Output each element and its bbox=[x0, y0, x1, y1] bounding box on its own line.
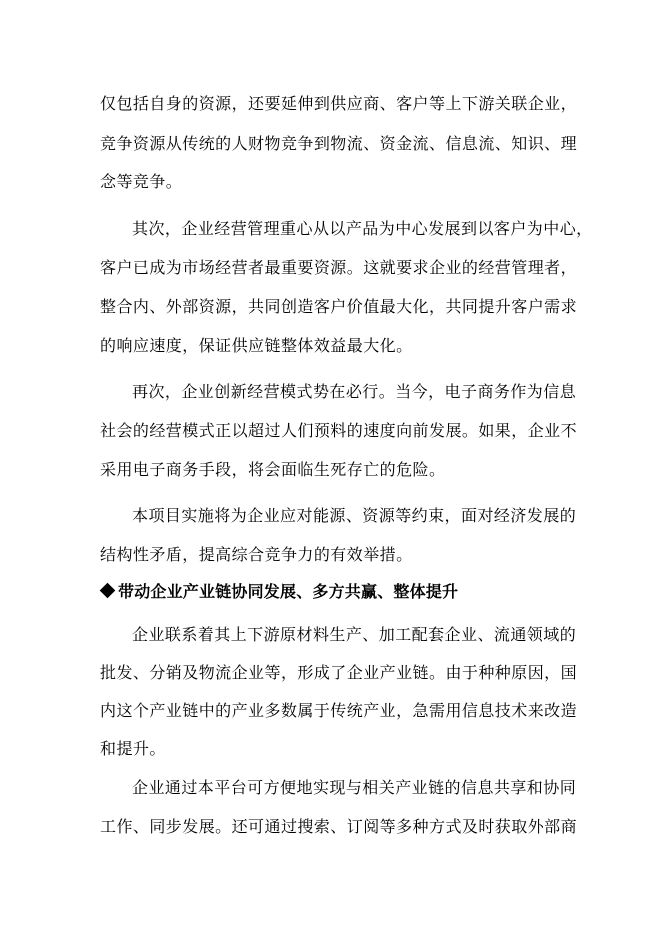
text-line: 内这个产业链中的产业多数属于传统产业，急需用信息技术来改造 bbox=[100, 701, 578, 720]
text-line: 批发、分销及物流企业等，形成了企业产业链。由于种种原因，国 bbox=[100, 663, 578, 682]
paragraph-start-line: 再次，企业创新经营模式势在必行。当今，电子商务作为信息 bbox=[132, 382, 577, 401]
text-line: 和提升。 bbox=[100, 739, 166, 758]
diamond-bullet-icon bbox=[100, 583, 116, 599]
text-line: 社会的经营模式正以超过人们预料的速度向前发展。如果，企业不 bbox=[100, 421, 578, 440]
section-heading bbox=[100, 582, 458, 602]
text-line: 工作、同步发展。还可通过搜索、订阅等多种方式及时获取外部商 bbox=[100, 817, 578, 836]
text-line: 念等竞争。 bbox=[100, 172, 183, 191]
text-line: 结构性矛盾，提高综合竞争力的有效举措。 bbox=[100, 545, 413, 564]
text-line: 采用电子商务手段，将会面临生死存亡的危险。 bbox=[100, 460, 446, 479]
text-line: 的响应速度，保证供应链整体效益最大化。 bbox=[100, 336, 413, 355]
text-line: 仅包括自身的资源，还要延伸到供应商、客户等上下游关联企业， bbox=[100, 94, 578, 113]
section-heading-text: 带动企业产业链协同发展、多方共赢、整体提升 bbox=[118, 582, 459, 601]
paragraph-start-line: 本项目实施将为企业应对能源、资源等约束，面对经济发展的 bbox=[132, 506, 577, 525]
text-line: 整合内、外部资源，共同创造客户价值最大化，共同提升客户需求 bbox=[100, 297, 578, 316]
paragraph-start-line: 企业联系着其上下游原材料生产、加工配套企业、流通领域的 bbox=[132, 625, 577, 644]
text-line: 客户已成为市场经营者最重要资源。这就要求企业的经营管理者， bbox=[100, 258, 578, 277]
paragraph-start-line: 企业通过本平台可方便地实现与相关产业链的信息共享和协同 bbox=[132, 778, 577, 797]
paragraph-start-line: 其次，企业经营管理重心从以产品为中心发展到以客户为中心， bbox=[132, 219, 593, 238]
text-line: 竞争资源从传统的人财物竞争到物流、资金流、信息流、知识、理 bbox=[100, 134, 578, 153]
